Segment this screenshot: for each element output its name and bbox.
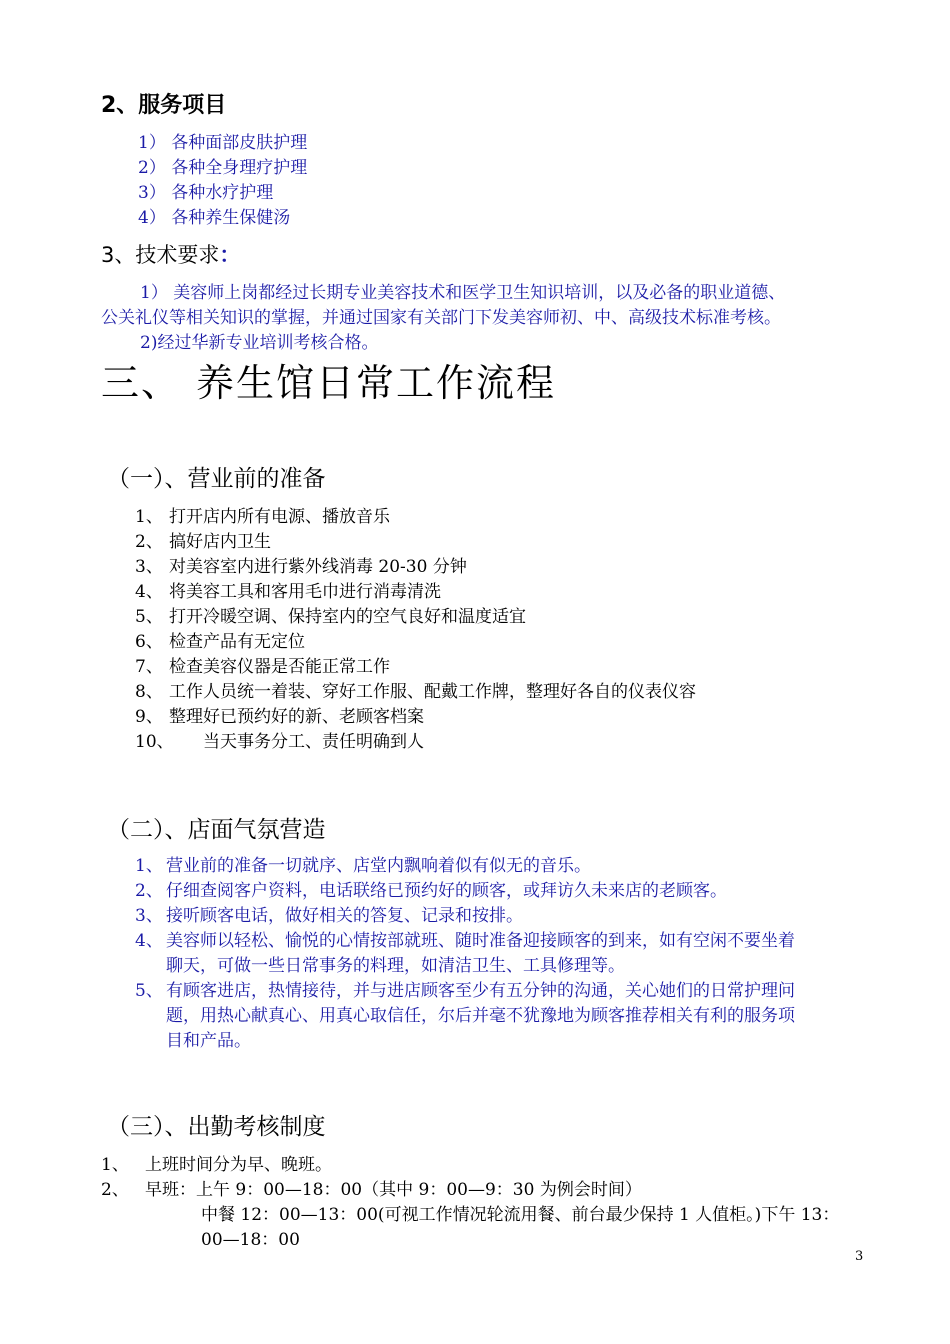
tech-req-paragraph-1-line-2: 公关礼仪等相关知识的掌握，并通过国家有关部门下发美容师初、中、高级技术标准考核。 bbox=[101, 308, 781, 328]
prep-item-9-number: 9、 bbox=[135, 707, 163, 727]
service-item-1: 1） 各种面部皮肤护理 bbox=[138, 133, 308, 153]
service-item-3: 3） 各种水疗护理 bbox=[138, 183, 274, 203]
section-3-title bbox=[101, 239, 240, 269]
chapter-title: 养生馆日常工作流程 bbox=[196, 361, 557, 405]
page-number: 3 bbox=[855, 1249, 864, 1264]
chapter-number: 三、 bbox=[101, 361, 182, 405]
part-1-title: （一）、营业前的准备 bbox=[107, 466, 326, 492]
atmosphere-item-1-line-1: 营业前的准备一切就序、店堂内飘响着似有似无的音乐。 bbox=[166, 856, 591, 876]
prep-item-7-text: 检查美容仪器是否能正常工作 bbox=[169, 657, 390, 677]
prep-item-1-text: 打开店内所有电源、播放音乐 bbox=[169, 507, 390, 527]
prep-item-4-number: 4、 bbox=[135, 582, 163, 602]
prep-item-6-text: 检查产品有无定位 bbox=[169, 632, 305, 652]
prep-item-2-number: 2、 bbox=[135, 532, 163, 552]
atmosphere-item-1-number: 1、 bbox=[135, 856, 163, 876]
attendance-item-1-number: 1、 bbox=[101, 1155, 129, 1175]
attendance-item-1-text: 上班时间分为早、晚班。 bbox=[145, 1155, 332, 1175]
tech-req-paragraph-1-line-1: 1） 美容师上岗都经过长期专业美容技术和医学卫生知识培训，以及必备的职业道德、 bbox=[140, 283, 786, 303]
service-item-4: 4） 各种养生保健汤 bbox=[138, 208, 291, 228]
service-item-2: 2） 各种全身理疗护理 bbox=[138, 158, 308, 178]
prep-item-5-text: 打开冷暖空调、保持室内的空气良好和温度适宜 bbox=[169, 607, 526, 627]
atmosphere-item-4-number: 4、 bbox=[135, 931, 163, 951]
attendance-item-2-line-3: 00—18：00 bbox=[201, 1230, 300, 1250]
atmosphere-item-3-line-1: 接听顾客电话，做好相关的答复、记录和按排。 bbox=[166, 906, 523, 926]
prep-item-2-text: 搞好店内卫生 bbox=[169, 532, 271, 552]
prep-item-8-text: 工作人员统一着装、穿好工作服、配戴工作牌，整理好各自的仪表仪容 bbox=[169, 682, 696, 702]
attendance-item-2-text: 早班：上午 9：00—18：00（其中 9：00—9：30 为例会时间） bbox=[145, 1180, 642, 1200]
atmosphere-item-3-number: 3、 bbox=[135, 906, 163, 926]
section-3-title-colon: ： bbox=[219, 243, 241, 267]
section-2-title: 2、服务项目 bbox=[101, 93, 227, 118]
prep-item-9-text: 整理好已预约好的新、老顾客档案 bbox=[169, 707, 424, 727]
attendance-item-2-number: 2、 bbox=[101, 1180, 129, 1200]
atmosphere-item-5-line-1: 有顾客进店，热情接待，并与进店顾客至少有五分钟的沟通，关心她们的日常护理问 bbox=[166, 981, 795, 1001]
atmosphere-item-5-line-2: 题，用热心献真心、用真心取信任，尔后并毫不犹豫地为顾客推荐相关有利的服务项 bbox=[166, 1006, 795, 1026]
atmosphere-item-2-line-1: 仔细查阅客户资料，电话联络已预约好的顾客，或拜访久未来店的老顾客。 bbox=[166, 881, 727, 901]
atmosphere-item-5-line-3: 目和产品。 bbox=[166, 1031, 251, 1051]
atmosphere-item-2-number: 2、 bbox=[135, 881, 163, 901]
part-2-title: （二）、店面气氛营造 bbox=[107, 817, 326, 843]
prep-item-10-text: 当天事务分工、责任明确到人 bbox=[203, 732, 424, 752]
atmosphere-item-4-line-2: 聊天，可做一些日常事务的料理，如清洁卫生、工具修理等。 bbox=[166, 956, 625, 976]
prep-item-3-text: 对美容室内进行紫外线消毒 20-30 分钟 bbox=[169, 557, 467, 577]
section-3-title-text: 3、技术要求 bbox=[101, 243, 220, 267]
prep-item-5-number: 5、 bbox=[135, 607, 163, 627]
prep-item-6-number: 6、 bbox=[135, 632, 163, 652]
prep-item-7-number: 7、 bbox=[135, 657, 163, 677]
atmosphere-item-4-line-1: 美容师以轻松、愉悦的心情按部就班、随时准备迎接顾客的到来，如有空闲不要坐着 bbox=[166, 931, 795, 951]
atmosphere-item-5-number: 5、 bbox=[135, 981, 163, 1001]
prep-item-10-number: 10、 bbox=[135, 732, 174, 752]
tech-req-paragraph-2: 2)经过华新专业培训考核合格。 bbox=[140, 333, 379, 353]
prep-item-3-number: 3、 bbox=[135, 557, 163, 577]
prep-item-1-number: 1、 bbox=[135, 507, 163, 527]
part-3-title: （三）、出勤考核制度 bbox=[107, 1114, 326, 1140]
attendance-item-2-line-2: 中餐 12：00—13：00(可视工作情况轮流用餐、前台最少保持 1 人值柜。)下午 13： bbox=[201, 1205, 840, 1225]
prep-item-4-text: 将美容工具和客用毛巾进行消毒清洗 bbox=[169, 582, 441, 602]
prep-item-8-number: 8、 bbox=[135, 682, 163, 702]
